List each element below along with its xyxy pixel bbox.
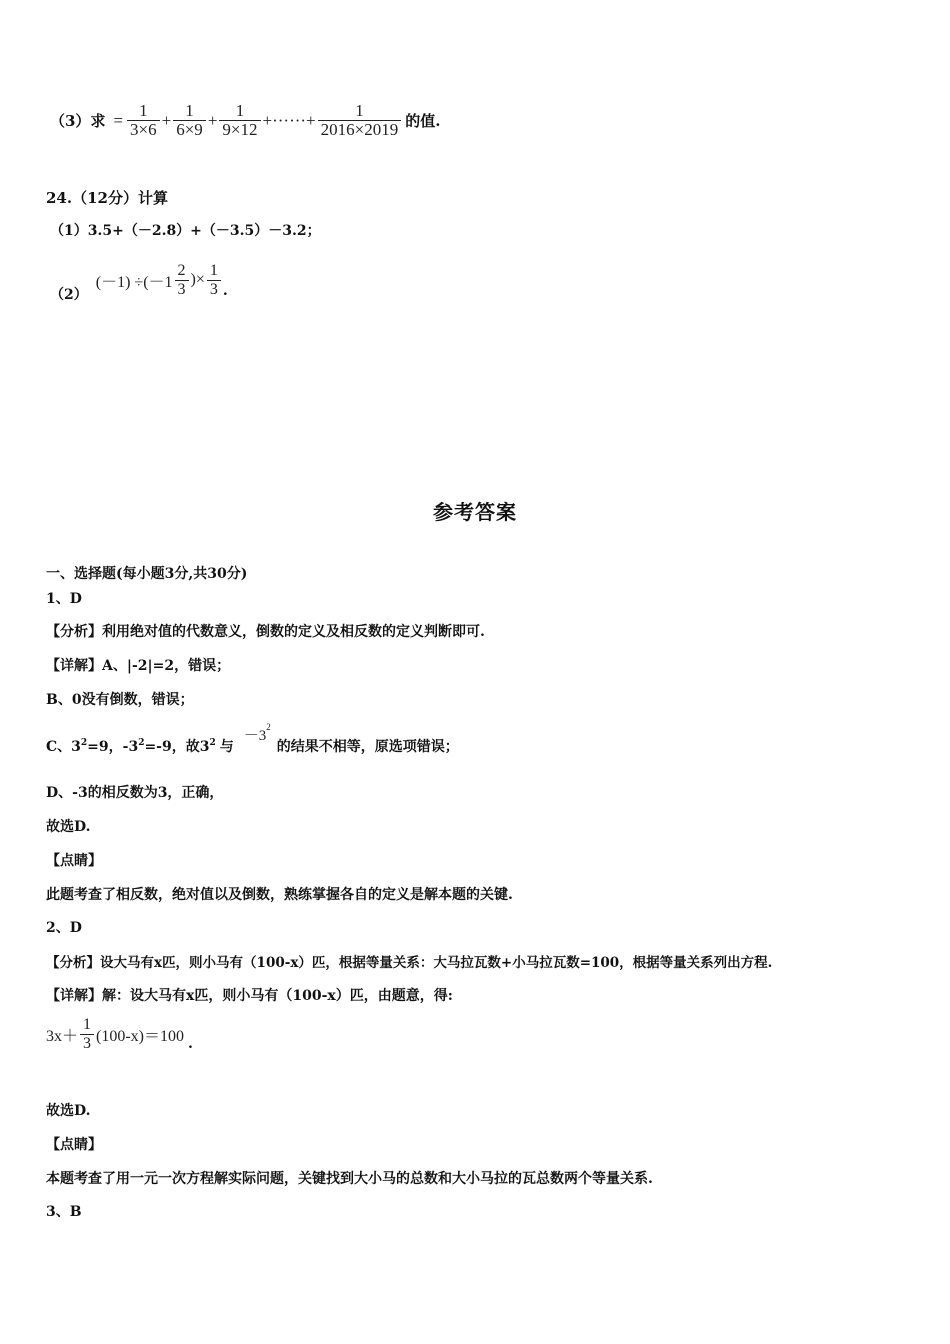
q24-part1: （1）3.5+（－2.8）+（－3.5）－3.2； xyxy=(50,223,321,239)
answer-1-label: 1、D xyxy=(46,591,82,607)
answer-2-analysis: 【分析】设大马有x匹，则小马有（100-x）匹，根据等量关系：大马拉瓦数+小马拉瓦数=100，根据等量关系列出方程. xyxy=(46,955,773,971)
answer-2-label: 2、D xyxy=(46,920,82,936)
answer-2-comment-label: 【点睛】 xyxy=(46,1137,102,1153)
q23-part3-suffix: 的值. xyxy=(405,112,441,130)
q24-part2-expr-b: )× xyxy=(190,271,205,288)
answer-2-equation: 3x＋ $\frac{1}{3}$ (100-x)＝100 . xyxy=(46,1016,193,1052)
answer-1-option-d: D、-3的相反数为3，正确， xyxy=(46,785,224,801)
fraction-term-3: $\frac{1}{9\times 12}$ xyxy=(219,102,260,139)
q24-part2-label: （2） xyxy=(50,287,88,303)
answers-title: 参考答案 xyxy=(433,500,517,524)
fraction-term-2: $\frac{1}{6\times 9}$ xyxy=(173,102,206,139)
q24-part2-expr-a: (－1) ÷(－1 xyxy=(95,273,173,291)
q24-part2-fraction: $\frac{1}{3}$ xyxy=(207,262,221,299)
equals-sign: = xyxy=(113,110,124,130)
ellipsis: +······+ xyxy=(262,110,316,130)
answer-1-option-c-expr: $-3^2$ xyxy=(243,721,271,744)
fraction-term-1: $\frac{1}{3\times 6}$ xyxy=(127,102,160,139)
answer-3-label: 3、B xyxy=(46,1204,82,1220)
q24-heading: 24.（12分）计算 xyxy=(46,189,168,207)
section1-heading: 一、选择题(每小题3分,共30分) xyxy=(46,566,248,582)
q23-part3-row xyxy=(50,102,440,139)
q24-part2-end: . xyxy=(222,283,228,299)
answer-2-equation-fraction: $\frac{1}{3}$ xyxy=(80,1016,94,1053)
fraction-last-term: $\frac{1}{2016\times 2019}$ xyxy=(318,102,402,139)
plus-sign: + xyxy=(161,110,172,130)
answer-1-comment: 此题考查了相反数，绝对值以及倒数，熟练掌握各自的定义是解本题的关键. xyxy=(46,887,513,903)
q23-part3-label: （3）求 xyxy=(50,112,106,130)
answer-2-choose: 故选D. xyxy=(46,1103,91,1119)
answer-2-detail: 【详解】解：设大马有x匹，则小马有（100-x）匹，由题意，得: xyxy=(46,988,453,1004)
answer-1-comment-label: 【点睛】 xyxy=(46,853,102,869)
q24-part2-row xyxy=(50,256,228,304)
answer-1-option-b: B、0没有倒数，错误； xyxy=(46,692,194,708)
answer-1-option-c: C、3 $^2$ =9，-3 $^2$ =-9，故3 $^2$ 与 $-3^2$ 的结果不相等，原选项错误； xyxy=(46,721,459,755)
answer-1-detail: 【详解】A、|-2|=2，错误； xyxy=(46,658,231,674)
answer-1-analysis: 【分析】利用绝对值的代数意义，倒数的定义及相反数的定义判断即可. xyxy=(46,624,485,640)
answer-2-comment: 本题考查了用一元一次方程解实际问题，关键找到大小马的总数和大小马拉的瓦总数两个等量关系. xyxy=(46,1171,653,1187)
q24-part2-mixed-fraction: $\frac{2}{3}$ xyxy=(175,262,189,299)
answer-1-choose: 故选D. xyxy=(46,819,91,835)
plus-sign: + xyxy=(207,110,218,130)
